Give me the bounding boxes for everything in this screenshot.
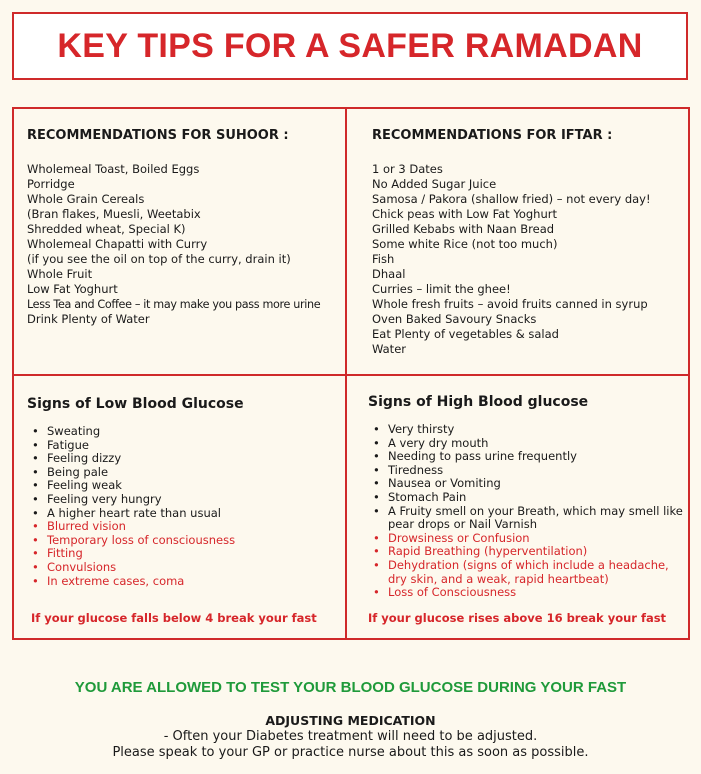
list-item: • Stomach Pain: [368, 491, 686, 505]
iftar-section: [372, 128, 688, 357]
iftar-list: [372, 162, 688, 357]
list-item: • Very thirsty: [368, 423, 686, 437]
suhoor-list: [27, 162, 343, 327]
suhoor-section: [27, 128, 343, 327]
low-glucose-section: [27, 396, 343, 588]
list-item: • Rapid Breathing (hyperventilation): [368, 545, 686, 559]
tips-grid: [12, 107, 690, 640]
list-item: Eat Plenty of vegetables & salad: [372, 327, 559, 341]
list-item: • Temporary loss of consciousness: [27, 534, 343, 548]
list-item: Shredded wheat, Special K): [27, 222, 186, 236]
list-item: • A very dry mouth: [368, 437, 686, 451]
medication-line-2: Please speak to your GP or practice nurse about this as soon as possible.: [112, 745, 589, 760]
list-item: Porridge: [27, 177, 75, 191]
list-item: No Added Sugar Juice: [372, 177, 497, 191]
list-item: • Blurred vision: [27, 520, 343, 534]
list-item: Grilled Kebabs with Naan Bread: [372, 222, 555, 236]
list-item: (if you see the oil on top of the curry, drain it): [27, 252, 291, 266]
list-item: • Dehydration (signs of which include a headache, dry skin, and a weak, rapid heartbeat): [368, 559, 686, 586]
list-item: (Bran flakes, Muesli, Weetabix: [27, 207, 201, 221]
list-item: • Loss of Consciousness: [368, 586, 686, 600]
list-item: • In extreme cases, coma: [27, 575, 343, 589]
list-item: • Drowsiness or Confusion: [368, 532, 686, 546]
list-item: Less Tea and Coffee – it may make you pass more urine: [27, 298, 321, 311]
list-item: Samosa / Pakora (shallow fried) – not every day!: [372, 192, 651, 206]
list-item: Drink Plenty of Water: [27, 312, 150, 326]
list-item: 1 or 3 Dates: [372, 162, 443, 176]
list-item: Fish: [372, 252, 395, 266]
list-item: Oven Baked Savoury Snacks: [372, 312, 537, 326]
high-glucose-list: [368, 423, 686, 600]
list-item: Dhaal: [372, 267, 406, 281]
list-item: • Feeling weak: [27, 479, 343, 493]
list-item: Water: [372, 342, 406, 356]
list-item: Wholemeal Toast, Boiled Eggs: [27, 162, 200, 176]
list-item: • Being pale: [27, 466, 343, 480]
list-item: Whole fresh fruits – avoid fruits canned in syrup: [372, 297, 648, 311]
list-item: Chick peas with Low Fat Yoghurt: [372, 207, 557, 221]
list-item: • Feeling dizzy: [27, 452, 343, 466]
list-item: Low Fat Yoghurt: [27, 282, 118, 296]
list-item: Curries – limit the ghee!: [372, 282, 511, 296]
medication-heading: ADJUSTING MEDICATION: [265, 713, 436, 728]
list-item: • A Fruity smell on your Breath, which may smell like pear drops or Nail Varnish: [368, 505, 686, 532]
medication-line-1: - Often your Diabetes treatment will need to be adjusted.: [163, 729, 538, 744]
list-item: • Tiredness: [368, 464, 686, 478]
high-glucose-advice: If your glucose rises above 16 break your fast: [368, 611, 667, 625]
page-title: KEY TIPS FOR A SAFER RAMADAN: [57, 26, 643, 65]
list-item: • Sweating: [27, 425, 343, 439]
low-glucose-list: [27, 425, 343, 588]
list-item: Whole Grain Cereals: [27, 192, 145, 206]
low-glucose-heading: Signs of Low Blood Glucose: [27, 396, 244, 412]
list-item: • Needing to pass urine frequently: [368, 450, 686, 464]
low-glucose-advice: If your glucose falls below 4 break your fast: [31, 611, 317, 625]
medication-section: [0, 713, 701, 761]
list-item: Whole Fruit: [27, 267, 93, 281]
testing-note: YOU ARE ALLOWED TO TEST YOUR BLOOD GLUCOSE DURING YOUR FAST: [74, 679, 627, 696]
list-item: • Convulsions: [27, 561, 343, 575]
suhoor-heading: RECOMMENDATIONS FOR SUHOOR :: [27, 128, 289, 143]
title-banner: [12, 12, 688, 80]
grid-divider-horizontal: [14, 374, 688, 376]
list-item: • Nausea or Vomiting: [368, 477, 686, 491]
list-item: • A higher heart rate than usual: [27, 507, 343, 521]
list-item: • Feeling very hungry: [27, 493, 343, 507]
high-glucose-section: [368, 394, 686, 600]
high-glucose-heading: Signs of High Blood glucose: [368, 394, 589, 410]
list-item: • Fatigue: [27, 439, 343, 453]
list-item: • Fitting: [27, 547, 343, 561]
list-item: Some white Rice (not too much): [372, 237, 558, 251]
list-item: Wholemeal Chapatti with Curry: [27, 237, 208, 251]
iftar-heading: RECOMMENDATIONS FOR IFTAR :: [372, 128, 613, 143]
